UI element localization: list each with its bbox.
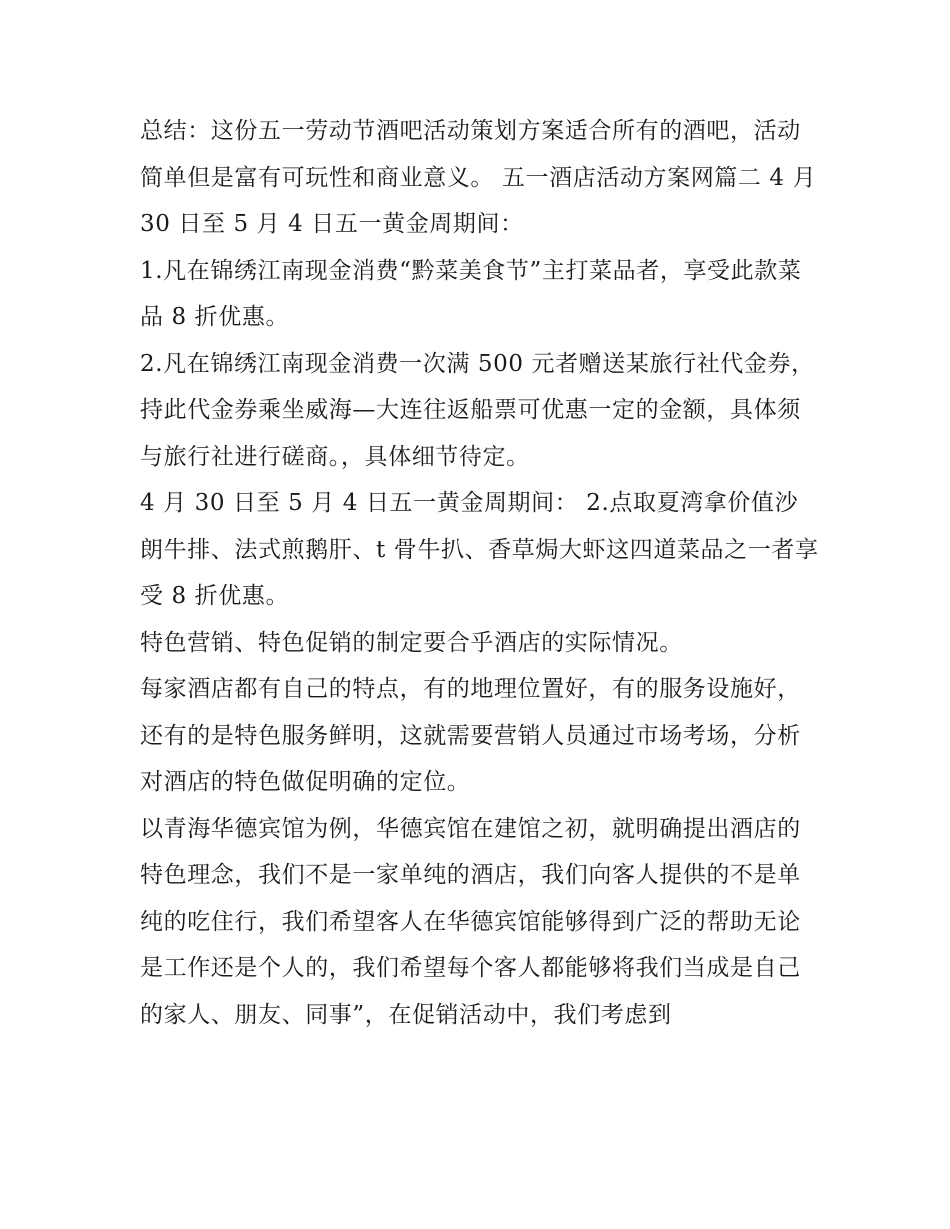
paragraph-example: 以青海华德宾馆为例，华德宾馆在建馆之初，就明确提出酒店的特色理念，我们不是一家单纯的酒店，我们向客人提供的不是单纯的吃住行，我们希望客人在华德宾馆能够得到广泛的帮助无论是工作还是个人的，我们希望每个客人都能够将我们当成是自己的家人、朋友、同事”，在促销活动中，我们考虑到 xyxy=(140,815,801,1028)
paragraph-summary: 总结：这份五一劳动节酒吧活动策划方案适合所有的酒吧，活动简单但是富有可玩性和商业意义。 五一酒店活动方案网篇二 4 月 30 日至 5 月 4 日五一黄金周期间： xyxy=(140,118,817,237)
paragraph-golden-week: 4 月 30 日至 5 月 4 日五一黄金周期间： 2.点取夏湾拿价值沙朗牛排、法式煎鹅肝、t 骨牛扒、香草焗大虾这四道菜品之一者享受 8 折优惠。 xyxy=(140,490,819,609)
paragraph-item-2: 2.凡在锦绣江南现金消费一次满 500 元者赠送某旅行社代金券，持此代金券乘坐威海—大连往返船票可优惠一定的金额，具体须与旅行社进行磋商。，具体细节待定。 xyxy=(140,350,815,470)
paragraph-item-1: 1.凡在锦绣江南现金消费“黔菜美食节”主打菜品者，享受此款菜品 8 折优惠。 xyxy=(140,257,802,330)
paragraph-feature-marketing: 特色营销、特色促销的制定要合乎酒店的实际情况。 xyxy=(140,629,683,656)
paragraph-hotel-features: 每家酒店都有自己的特点，有的地理位置好，有的服务设施好，还有的是特色服务鲜明，这就需要营销人员通过市场考场，分析对酒店的特色做促明确的定位。 xyxy=(140,676,801,795)
